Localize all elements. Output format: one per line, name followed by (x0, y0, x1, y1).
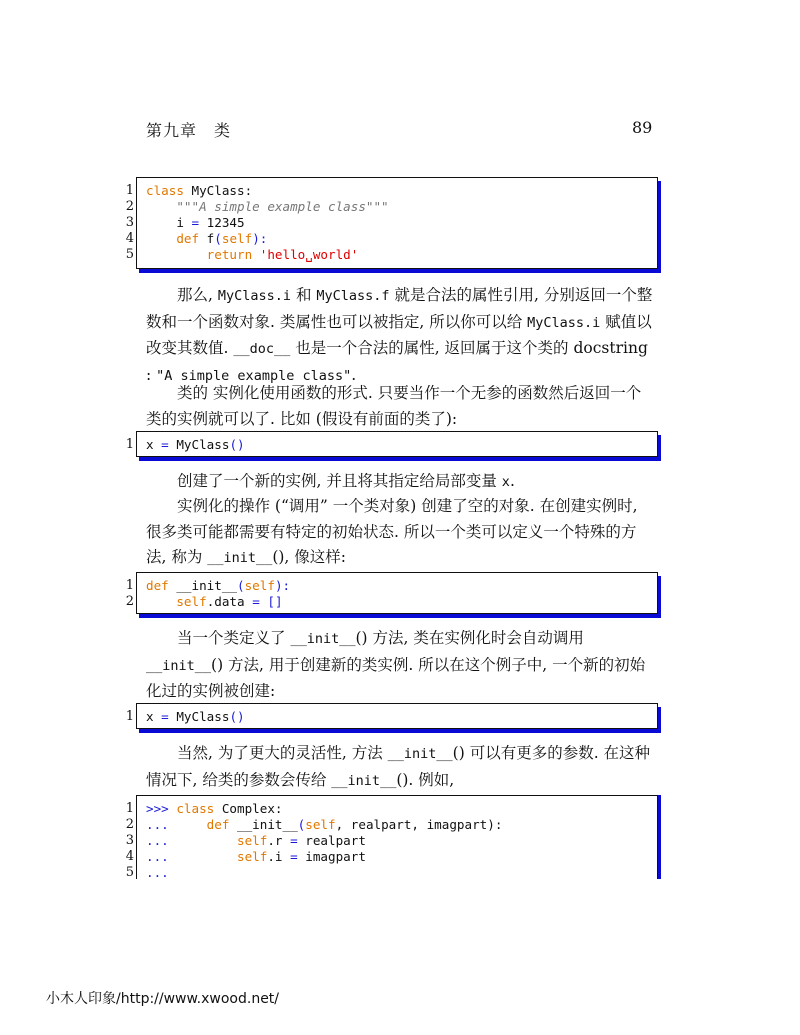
paragraph-text: 那么, (177, 286, 218, 304)
code-block-complex (122, 795, 662, 883)
paragraph-text: (), 像这样: (272, 548, 346, 566)
code-line (122, 247, 642, 263)
code-line (122, 437, 642, 453)
code-token (169, 817, 207, 832)
code-token (146, 247, 207, 262)
code-text (146, 709, 245, 725)
paragraph-new-instance (146, 469, 656, 496)
code-token: 'hello␣world' (259, 247, 359, 262)
code-token: __init__ (168, 578, 237, 593)
code-line (122, 199, 642, 215)
code-token: self (305, 817, 336, 832)
code-token: ): (252, 231, 268, 246)
code-token: = (191, 215, 200, 230)
code-line (122, 709, 642, 725)
code-token: Complex: (214, 801, 283, 816)
chapter-title: 第九章 类 (146, 121, 232, 140)
paragraph-text: (). 例如, (396, 770, 455, 789)
paragraph-text: 就是合法的属性引用, 分别返回一个整数和一个函数对象. 类属性也可以被指定, 所以你可以给 (146, 286, 653, 331)
code-token: def (146, 578, 169, 593)
line-number: 1 (125, 437, 134, 452)
code-token: ( (214, 231, 222, 246)
paragraph-text: 也是一个合法的属性, 返回属于这个类的 docstring : (146, 339, 648, 384)
paragraph-text: () 方法, 用于创建新的类实例. 所以在这个例子中, 一个新的初始化过的实例被创建: (146, 655, 646, 700)
inline-code: MyClass.i (217, 288, 292, 304)
code-token: class (176, 801, 215, 816)
code-token: .i (267, 849, 291, 864)
code-token: = (161, 437, 169, 452)
code-token: ( (297, 817, 306, 832)
code-text (146, 578, 290, 594)
code-text (146, 247, 358, 263)
inline-code: __init__ (387, 746, 453, 762)
code-text (146, 199, 389, 215)
code-token: ... (146, 865, 169, 880)
code-line (122, 183, 642, 199)
code-token: imagpart (297, 849, 366, 864)
inline-code: x (501, 474, 510, 490)
line-number: 5 (125, 247, 134, 262)
code-token: MyClass (168, 437, 230, 452)
line-number: 2 (125, 199, 134, 214)
inline-code: __doc__ (233, 341, 291, 357)
code-line (122, 817, 642, 833)
paragraph-instantiation (146, 381, 656, 432)
code-token: def (206, 817, 230, 832)
code-text (146, 215, 245, 231)
paragraph-text: 实例化的操作 (“调用” 一个类对象) 创建了空的对象. 在创建实例时, 很多类可能都需要有特定的初始状态. 所以一个类可以定义一个特殊的方法, 称为 (146, 497, 638, 566)
code-text (146, 183, 252, 199)
code-token: def (176, 231, 200, 246)
paragraph-text: () 可以有更多的参数. 在这种情况下, 给类的参数会传给 (146, 744, 651, 789)
code-token: () (229, 709, 245, 724)
code-line (122, 865, 642, 881)
code-token: ... (146, 849, 169, 864)
code-token: f (199, 231, 215, 246)
paragraph-init-params (146, 741, 656, 794)
code-token (146, 594, 176, 609)
code-token: , realpart, imagpart): (335, 817, 503, 832)
code-token: ): (274, 578, 291, 593)
line-number: 1 (125, 801, 134, 816)
code-token: x (146, 437, 162, 452)
inline-code: MyClass.i (527, 314, 601, 331)
line-number: 3 (125, 215, 134, 230)
inline-code: "A simple example class" (156, 367, 352, 384)
code-token: MyClass: (183, 183, 253, 198)
code-line (122, 833, 642, 849)
inline-code: __init__ (331, 772, 397, 789)
code-token: ... (146, 817, 169, 832)
code-text (146, 833, 366, 849)
code-token: = (290, 833, 298, 848)
code-token: [] (267, 594, 283, 609)
inline-code: MyClass.f (316, 288, 390, 304)
code-line (122, 801, 642, 817)
code-token: >>> (146, 801, 169, 816)
code-block-instantiate-2 (122, 703, 662, 733)
code-token: 12345 (199, 215, 245, 230)
line-number: 2 (125, 594, 134, 609)
code-text (146, 865, 169, 881)
code-token (169, 849, 237, 864)
code-text (146, 817, 502, 833)
page-number: 89 (632, 118, 653, 137)
line-number: 1 (125, 578, 134, 593)
paragraph-text: 类的 实例化使用函数的形式. 只要当作一个无参的函数然后返回一个类的实例就可以了. 比如 (假设有前面的类了): (146, 384, 642, 428)
inline-code: __init__ (207, 550, 273, 566)
code-block-instantiate (122, 431, 662, 461)
code-line (122, 231, 642, 247)
paragraph-init-auto (146, 626, 656, 705)
code-token: self (237, 833, 268, 848)
code-block-init (122, 572, 662, 618)
code-token: x (146, 709, 162, 724)
code-token (146, 231, 176, 246)
line-number: 5 (125, 865, 134, 880)
code-token: __init__ (229, 817, 298, 832)
code-token: ( (237, 578, 245, 593)
paragraph-text: 当然, 为了更大的灵活性, 方法 (177, 744, 388, 762)
code-token: = (252, 594, 260, 609)
code-token: """A simple example class""" (176, 199, 389, 214)
line-number: 4 (125, 231, 134, 246)
code-token: return (206, 247, 253, 262)
code-token (252, 247, 260, 262)
code-token: self (244, 578, 275, 593)
code-line (122, 594, 642, 610)
paragraph-text: . (509, 472, 515, 490)
code-token: () (229, 437, 245, 452)
code-text (146, 231, 267, 247)
code-token: class (146, 183, 184, 198)
code-token: self (176, 594, 207, 609)
code-token: MyClass (168, 709, 230, 724)
paragraph-text: . (351, 365, 357, 384)
footer-watermark: 小木人印象/http://www.xwood.net/ (46, 991, 280, 1007)
code-text (146, 801, 283, 817)
line-number: 1 (125, 709, 134, 724)
code-token (146, 199, 176, 214)
paragraph-init-intro (146, 494, 656, 572)
code-line (122, 578, 642, 594)
line-number: 1 (125, 183, 134, 198)
line-number: 3 (125, 833, 134, 848)
paragraph-attribute-refs (146, 283, 656, 389)
inline-code: __init__ (290, 631, 356, 647)
line-number: 4 (125, 849, 134, 864)
code-token: ... (146, 833, 169, 848)
paragraph-text: () 方法, 类在实例化时会自动调用 (355, 629, 584, 647)
code-token: .r (267, 833, 291, 848)
code-token: self (237, 849, 268, 864)
code-block-myclass (122, 177, 662, 273)
line-number: 2 (125, 817, 134, 832)
code-line (122, 849, 642, 865)
code-token (169, 833, 237, 848)
code-text (146, 594, 283, 610)
code-token: realpart (297, 833, 366, 848)
code-token: = (161, 709, 169, 724)
paragraph-text: 创建了一个新的实例, 并且将其指定给局部变量 (177, 472, 502, 490)
paragraph-text: 赋值以改变其数值. (146, 312, 652, 357)
code-text (146, 437, 245, 453)
code-token: .data (206, 594, 253, 609)
inline-code: __init__ (146, 657, 212, 674)
code-line (122, 215, 642, 231)
code-token: i (146, 215, 192, 230)
paragraph-text: 当一个类定义了 (177, 629, 291, 647)
paragraph-text: 和 (291, 286, 317, 304)
code-token: self (221, 231, 253, 246)
code-text (146, 849, 366, 865)
code-token: = (290, 849, 298, 864)
